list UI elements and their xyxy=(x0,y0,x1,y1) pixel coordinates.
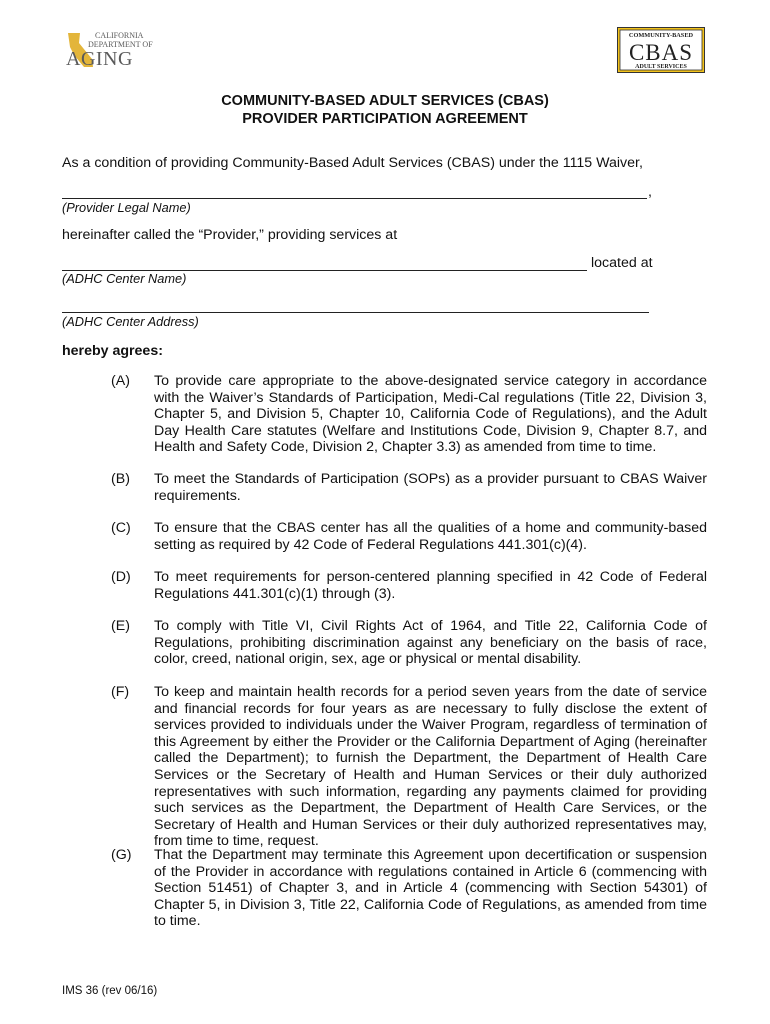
cbas-logo xyxy=(617,27,705,73)
item-letter: (B) xyxy=(111,471,130,487)
item-letter: (D) xyxy=(111,569,131,585)
item-text: To keep and maintain health records for a period seven years from the date of service and financial records for four years as are necessary to fully disclose the extent of services provided to individuals under the Waiver Program, regardless of termination of this Agreement by either the Provider or the California Department of Aging (hereinafter called the Department); to furnish the Department, the Department of Health Care Services or the Secretary of Health and Human Services or their duly authorized representatives with such information, regarding any payments claimed for providing such services as the Department, the Department of Health Care Services, or the Secretary of Health and Human Services or their duly authorized representatives may, from time to time, request. xyxy=(154,684,707,850)
logo-line2: DEPARTMENT OF xyxy=(88,40,153,49)
item-letter: (G) xyxy=(111,847,132,863)
cbas-logo-top: COMMUNITY-BASED xyxy=(628,32,694,39)
center-name-label: (ADHC Center Name) xyxy=(62,271,187,286)
logo-aging-word: AGING xyxy=(66,48,133,69)
hereby-agrees: hereby agrees: xyxy=(62,343,163,359)
title-line-2: PROVIDER PARTICIPATION AGREEMENT xyxy=(242,111,528,127)
item-text: To comply with Title VI, Civil Rights Act of 1964, and Title 22, California Code of Regulations, prohibiting discrimination against any beneficiary on the basis of race, color, creed, national origin, sex, age or physical or mental disability. xyxy=(154,618,707,668)
item-text: That the Department may terminate this Agreement upon decertification or suspension of the Provider in accordance with regulations contained in Article 6 (commencing with Section 51451) of Chapter 3, and in Article 4 (commencing with Section 54301) of Chapter 5, in Division 3, Title 22, California Code of Regulations, as amended from time to time. xyxy=(154,847,707,930)
logo-line1: CALIFORNIA xyxy=(95,31,144,40)
cda-logo xyxy=(62,27,162,69)
cbas-logo-bottom: ADULT SERVICES xyxy=(635,64,687,70)
item-text: To ensure that the CBAS center has all the qualities of a home and community-based setting as required by 42 Code of Federal Regulations 441.301(c)(4). xyxy=(154,520,707,553)
center-address-label: (ADHC Center Address) xyxy=(62,314,199,329)
cbas-logo-middle: CBAS xyxy=(628,40,694,65)
item-text: To meet the Standards of Participation (SOPs) as a provider pursuant to CBAS Waiver requirements. xyxy=(154,471,707,504)
intro-text: As a condition of providing Community-Based Adult Services (CBAS) under the 1115 Waiver, xyxy=(62,155,643,171)
item-letter: (A) xyxy=(111,373,130,389)
item-text: To provide care appropriate to the above-designated service category in accordance with the Waiver’s Standards of Participation, Medi-Cal regulations (Title 22, Division 3, Chapter 5, and Division 5, Chapter 10, California Code of Regulations), and the Adult Day Health Care statutes (Welfare and Institutions Code, Division 9, Chapter 8.7, and Health and Safety Code, Division 2, Chapter 3.3) as amended from time to time. xyxy=(154,373,707,456)
provider-legal-name-label: (Provider Legal Name) xyxy=(62,200,191,215)
title-line-1: COMMUNITY-BASED ADULT SERVICES (CBAS) xyxy=(221,93,549,109)
center-address-line[interactable] xyxy=(62,312,649,313)
located-at-text: located at xyxy=(591,255,653,271)
hereinafter-text: hereinafter called the “Provider,” providing services at xyxy=(62,227,398,243)
form-number-footer: IMS 36 (rev 06/16) xyxy=(62,985,158,997)
comma: , xyxy=(648,184,652,200)
provider-legal-name-line[interactable] xyxy=(62,198,647,199)
item-letter: (C) xyxy=(111,520,131,536)
item-letter: (E) xyxy=(111,618,130,634)
item-text: To meet requirements for person-centered planning specified in 42 Code of Federal Regulations 441.301(c)(1) through (3). xyxy=(154,569,707,602)
item-letter: (F) xyxy=(111,684,130,700)
